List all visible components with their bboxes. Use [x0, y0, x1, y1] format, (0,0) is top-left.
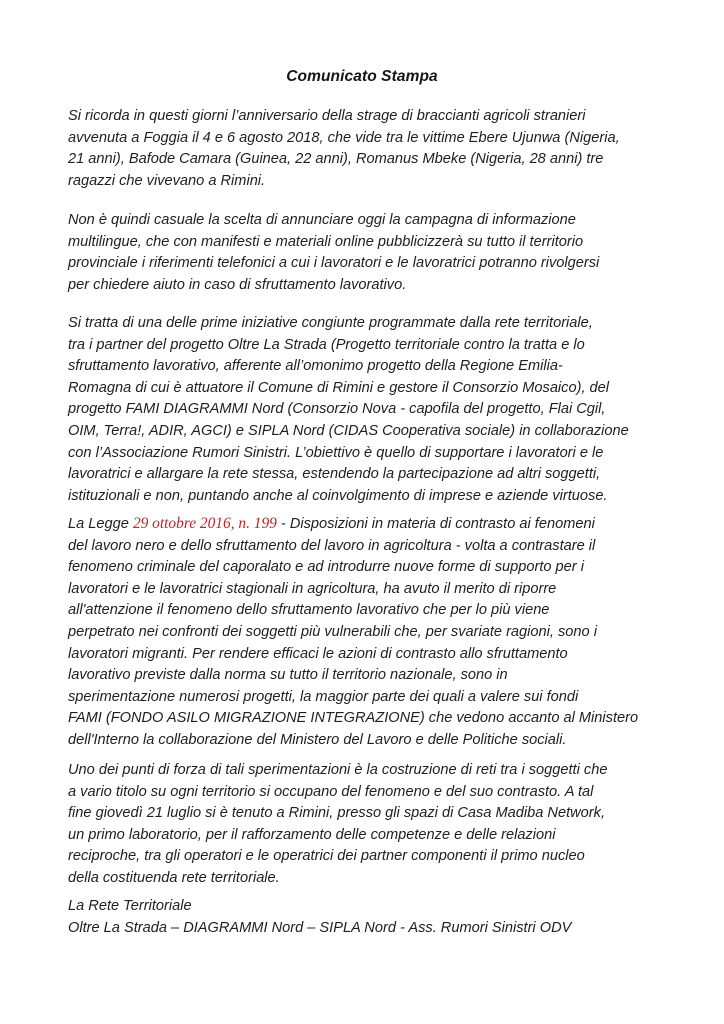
text-line: lavoratrici e allargare la rete stessa, estendendo la partecipazione ad altri soggetti, [68, 466, 601, 483]
text-line [68, 513, 668, 536]
text-line: con l’Associazione Rumori Sinistri. L’obiettivo è quello di supportare i lavoratori e le [68, 444, 604, 461]
text-line: reciproche, tra gli operatori e le operatrici dei partner componenti il primo nucleo [68, 848, 585, 865]
text-line: ragazzi che vivevano a Rimini. [68, 172, 266, 189]
page-title: Comunicato Stampa [286, 68, 438, 85]
text-line: Uno dei punti di forza di tali sperimentazioni è la costruzione di reti tra i soggetti che [68, 762, 608, 778]
text-line: della costituenda rete territoriale. [68, 869, 280, 886]
text-line: progetto FAMI DIAGRAMMI Nord (Consorzio Nova - capofila del progetto, Flai Cgil, [68, 401, 606, 418]
text-line: per chiedere aiuto in caso di sfruttamento lavorativo. [68, 276, 407, 293]
text-line: all'attenzione il fenomeno dello sfruttamento lavorativo che per lo più viene [68, 602, 550, 619]
signature [68, 896, 668, 939]
text-line: Si ricorda in questi giorni l’anniversario della strage di braccianti agricoli stranieri [68, 108, 586, 124]
law-suffix: - Disposizioni in materia di contrasto ai fenomeni [276, 516, 595, 532]
law-date-highlight: 29 ottobre 2016, n. 199 [132, 515, 277, 532]
text-line: perpetrato nei confronti dei soggetti più vulnerabili che, per svariate ragioni, sono i [68, 623, 597, 640]
text-line: istituzionali e non, puntando anche al coinvolgimento di imprese e aziende virtuose. [68, 487, 608, 504]
text-line: fenomeno criminale del caporalato e ad introdurre nuove forme di supporto per i [68, 559, 584, 576]
text-line: lavoratori migranti. Per rendere efficaci le azioni di contrasto allo sfruttamento [68, 645, 568, 662]
paragraph-campaign [68, 210, 668, 296]
text-line: un primo laboratorio, per il rafforzamento delle competenze e delle relazioni [68, 826, 556, 843]
signature-line: La Rete Territoriale [68, 898, 192, 914]
text-line: sperimentazione numerosi progetti, la maggior parte dei quali a valere sui fondi [68, 688, 579, 705]
paragraph-initiative [68, 313, 668, 507]
text-line: dell'Interno la collaborazione del Ministero del Lavoro e delle Politiche sociali. [68, 731, 567, 748]
text-line: provinciale i riferimenti telefonici a cui i lavoratori e le lavoratrici potranno rivolgersi [68, 255, 600, 272]
law-prefix: La Legge [68, 516, 133, 532]
paragraph-law [68, 513, 668, 752]
text-line: 21 anni), Bafode Camara (Guinea, 22 anni), Romanus Mbeke (Nigeria, 28 anni) tre [68, 151, 604, 168]
text-line: tra i partner del progetto Oltre La Strada (Progetto territoriale contro la tratta e lo [68, 336, 585, 353]
text-line: OIM, Terra!, ADIR, AGCI) e SIPLA Nord (CIDAS Cooperativa sociale) in collaborazione [68, 422, 629, 439]
paragraph-anniversary [68, 106, 668, 192]
text-line: del lavoro nero e dello sfruttamento del lavoro in agricoltura - volta a contrastare il [68, 537, 596, 554]
signature-line: Oltre La Strada – DIAGRAMMI Nord – SIPLA Nord - Ass. Rumori Sinistri ODV [68, 919, 572, 936]
paragraph-network [68, 760, 668, 890]
text-line: Romagna di cui è attuatore il Comune di Rimini e gestore il Consorzio Mosaico), del [68, 379, 610, 396]
text-line: lavoratori e le lavoratrici stagionali in agricoltura, ha avuto il merito di riporre [68, 580, 557, 597]
text-line: lavorativo previste dalla norma su tutto il territorio nazionale, sono in [68, 667, 508, 684]
text-line: FAMI (FONDO ASILO MIGRAZIONE INTEGRAZIONE) che vedono accanto al Ministero [68, 710, 639, 727]
text-line: Non è quindi casuale la scelta di annunciare oggi la campagna di informazione [68, 212, 576, 228]
text-line: avvenuta a Foggia il 4 e 6 agosto 2018, che vide tra le vittime Ebere Ujunwa (Nigeria, [68, 129, 620, 146]
text-line: a vario titolo su ogni territorio si occupano del fenomeno e del suo contrasto. A tal [68, 783, 594, 800]
text-line: multilingue, che con manifesti e materiali online pubblicizzerà su tutto il territorio [68, 233, 584, 250]
text-line: Si tratta di una delle prime iniziative congiunte programmate dalla rete territoriale, [68, 315, 593, 331]
text-line: fine giovedì 21 luglio si è tenuto a Rimini, presso gli spazi di Casa Madiba Network, [68, 805, 605, 822]
text-line: sfruttamento lavorativo, afferente all’omonimo progetto della Regione Emilia- [68, 358, 563, 375]
